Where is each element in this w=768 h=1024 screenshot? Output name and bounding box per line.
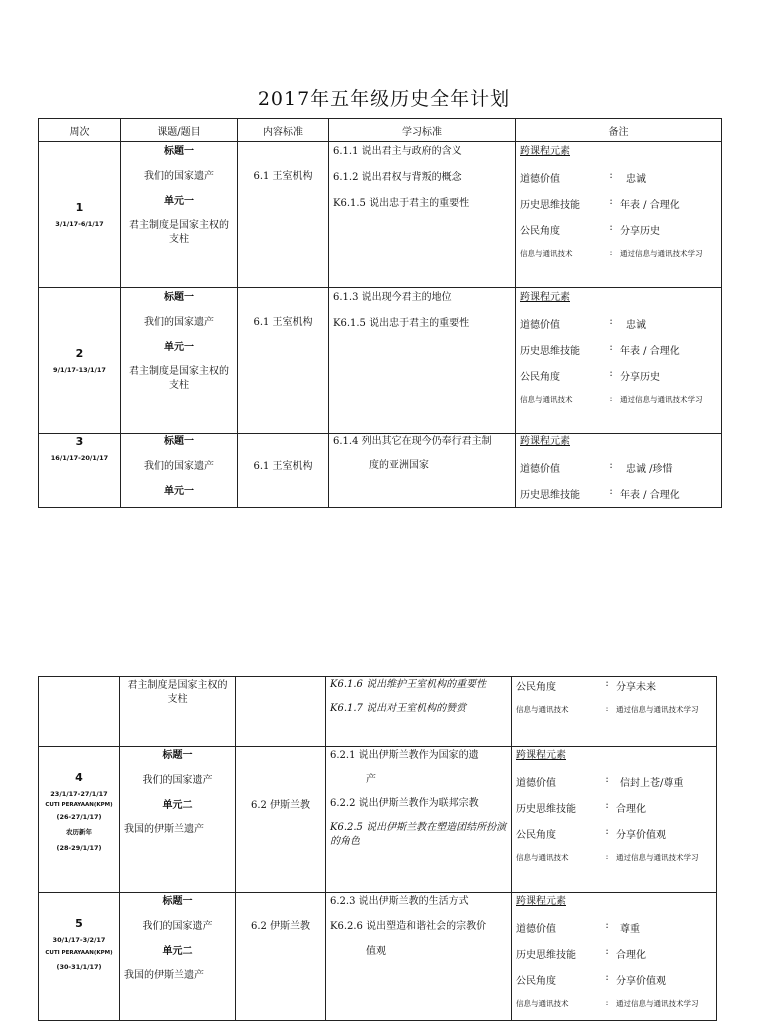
moral-row (520, 460, 718, 475)
colon: : (605, 946, 609, 957)
learn-cell (329, 434, 516, 508)
colon: : (609, 170, 613, 181)
topic-title: 君主制度是国家主权的支柱 (127, 680, 228, 705)
ict-value: 通过信息与通讯技术学习 (620, 395, 703, 404)
week-dates: 23/1/17-27/1/17 (50, 790, 108, 798)
content-standard: 6.1 王室机构 (253, 171, 313, 182)
learn-item: 6.2.3 说出伊斯兰教的生活方式 (330, 896, 469, 907)
moral-value: 尊重 (620, 924, 640, 935)
colon: : (609, 316, 613, 327)
holiday-dates: (30-31/1/17) (56, 963, 102, 971)
moral-label: 道德价值 (520, 174, 560, 185)
topic-cell (120, 893, 236, 1021)
holiday-dates: (28-29/1/17) (56, 844, 102, 852)
topic-title: 我国的伊斯兰遗产 (124, 970, 204, 981)
note-cell (512, 677, 717, 747)
colon: : (609, 486, 613, 497)
ict-value: 通过信息与通讯技术学习 (620, 249, 703, 258)
table-row (39, 747, 717, 893)
moral-value: 忠诚 /珍惜 (626, 464, 673, 475)
ict-value: 通过信息与通讯技术学习 (616, 853, 699, 862)
topic-heading: 标题一 (164, 146, 194, 157)
topic-heading: 标题一 (164, 292, 194, 303)
plan-table-2 (38, 676, 717, 1021)
ict-label: 信息与通讯技术 (520, 395, 573, 404)
learn-item: 6.2.2 说出伊斯兰教作为联邦宗教 (330, 798, 479, 809)
colon: : (609, 248, 613, 257)
civic-value: 分享未来 (616, 682, 656, 693)
cross-curriculum-label: 跨课程元素 (516, 896, 566, 907)
ict-row (516, 704, 713, 715)
learn-item: 6.2.1 说出伊斯兰教作为国家的遗 (330, 750, 479, 761)
header-topic: 课题/题目 (121, 119, 238, 142)
ict-row (516, 998, 713, 1009)
cross-curriculum-label: 跨课程元素 (520, 436, 570, 447)
note-cell (516, 142, 722, 288)
topic-heading: 标题一 (164, 436, 194, 447)
cross-curriculum-label: 跨课程元素 (520, 292, 570, 303)
civic-value: 分享历史 (620, 372, 660, 383)
civic-row (516, 972, 713, 987)
moral-value: 忠诚 (626, 320, 646, 331)
content-cell (238, 142, 329, 288)
week-number: 5 (75, 917, 83, 930)
thinking-label: 历史思维技能 (520, 200, 580, 211)
week-cell (39, 893, 120, 1021)
learn-item: 6.1.1 说出君主与政府的含义 (333, 146, 462, 157)
topic-heading: 标题一 (162, 896, 193, 907)
ict-label: 信息与通讯技术 (516, 705, 569, 714)
learn-item: K6.1.5 说出忠于君主的重要性 (333, 318, 470, 329)
thinking-label: 历史思维技能 (520, 346, 580, 357)
table-row (39, 434, 722, 508)
ict-value: 通过信息与通讯技术学习 (616, 705, 699, 714)
content-cell (236, 747, 326, 893)
learn-cell (326, 747, 512, 893)
colon: : (609, 196, 613, 207)
content-standard: 6.1 王室机构 (253, 461, 313, 472)
colon: : (605, 852, 609, 861)
note-cell (512, 893, 717, 1021)
topic-theme: 我们的国家遗产 (144, 317, 214, 328)
thinking-value: 合理化 (616, 804, 646, 815)
topic-title: 我国的伊斯兰遗产 (124, 824, 204, 835)
header-content: 内容标准 (238, 119, 329, 142)
week-number: 3 (75, 435, 84, 448)
topic-theme: 我们的国家遗产 (144, 171, 214, 182)
topic-unit: 单元一 (164, 342, 194, 353)
topic-heading: 标题一 (162, 750, 193, 761)
colon: : (605, 800, 609, 811)
civic-label: 公民角度 (516, 830, 556, 841)
colon: : (605, 704, 609, 713)
topic-unit: 单元一 (164, 486, 194, 497)
holiday-label: CUTI PERAYAAN(KPM) (45, 950, 113, 956)
colon: : (609, 460, 613, 471)
learn-item: 产 (366, 774, 376, 785)
civic-value: 分享价值观 (616, 830, 666, 841)
colon: : (605, 920, 609, 931)
ict-label: 信息与通讯技术 (520, 249, 573, 258)
learn-item: K6.1.5 说出忠于君主的重要性 (333, 198, 470, 209)
content-standard: 6.2 伊斯兰教 (250, 800, 311, 811)
content-standard: 6.2 伊斯兰教 (250, 921, 311, 932)
week-number: 2 (75, 347, 84, 360)
moral-row (520, 316, 718, 331)
thinking-row (516, 800, 713, 815)
moral-label: 道德价值 (516, 778, 556, 789)
thinking-row (516, 946, 713, 961)
week-number: 1 (75, 201, 84, 214)
thinking-label: 历史思维技能 (520, 490, 580, 501)
topic-title: 君主制度是国家主权的支柱 (129, 220, 229, 245)
topic-cell (120, 747, 236, 893)
ict-label: 信息与通讯技术 (516, 999, 569, 1008)
learn-item: K6.2.6 说出塑造和谐社会的宗教价 (330, 921, 487, 932)
moral-value: 忠诚 (626, 174, 646, 185)
holiday-label: CUTI PERAYAAN(KPM) (45, 802, 113, 808)
moral-label: 道德价值 (520, 464, 560, 475)
learn-cell (326, 677, 512, 747)
header-row (39, 119, 722, 142)
thinking-value: 年表 / 合理化 (620, 490, 680, 501)
civic-value: 分享价值观 (616, 976, 666, 987)
week-cell (39, 288, 121, 434)
civic-row (516, 826, 713, 841)
week-number: 4 (75, 771, 83, 784)
colon: : (609, 394, 613, 403)
table-row (39, 893, 717, 1021)
week-dates: 16/1/17-20/1/17 (50, 454, 109, 462)
learn-item: K6.1.6 说出维护王室机构的重要性 (330, 679, 487, 690)
holiday-label: 农历新年 (66, 828, 92, 836)
table-row (39, 142, 722, 288)
thinking-value: 合理化 (616, 950, 646, 961)
colon: : (605, 972, 609, 983)
learn-cell (326, 893, 512, 1021)
week-cell (39, 142, 121, 288)
moral-row (520, 170, 718, 185)
civic-label: 公民角度 (520, 226, 560, 237)
thinking-row (520, 196, 718, 211)
content-cell (238, 434, 329, 508)
content-cell (238, 288, 329, 434)
civic-label: 公民角度 (520, 372, 560, 383)
header-note: 备注 (516, 119, 722, 142)
table-row (39, 288, 722, 434)
colon: : (605, 774, 609, 785)
colon: : (605, 826, 609, 837)
moral-label: 道德价值 (516, 924, 556, 935)
learn-item: 值观 (366, 946, 386, 957)
learn-item: K6.1.7 说出对王室机构的赞赏 (330, 703, 467, 714)
civic-row (520, 222, 718, 237)
thinking-label: 历史思维技能 (516, 950, 576, 961)
civic-value: 分享历史 (620, 226, 660, 237)
note-cell (512, 747, 717, 893)
content-cell (236, 893, 326, 1021)
learn-cell (329, 142, 516, 288)
civic-label: 公民角度 (516, 682, 556, 693)
thinking-row (520, 486, 718, 501)
ict-row (520, 248, 718, 259)
ict-row (516, 852, 713, 863)
ict-label: 信息与通讯技术 (516, 853, 569, 862)
holiday-dates: (26-27/1/17) (56, 813, 102, 821)
topic-theme: 我们的国家遗产 (144, 461, 214, 472)
week-cell (39, 434, 121, 508)
cross-curriculum-label: 跨课程元素 (516, 750, 566, 761)
topic-theme: 我们的国家遗产 (142, 775, 213, 786)
moral-row (516, 920, 713, 935)
civic-label: 公民角度 (516, 976, 556, 987)
colon: : (609, 222, 613, 233)
topic-cell (121, 288, 238, 434)
topic-title: 君主制度是国家主权的支柱 (129, 366, 229, 391)
content-standard: 6.1 王室机构 (253, 317, 313, 328)
learn-item: 6.1.2 说出君权与背叛的概念 (333, 172, 462, 183)
learn-item: 6.1.4 列出其它在现今仍奉行君主制 (333, 436, 492, 447)
learn-item: 度的亚洲国家 (369, 460, 429, 471)
ict-row (520, 394, 718, 405)
colon: : (609, 368, 613, 379)
thinking-value: 年表 / 合理化 (620, 200, 680, 211)
topic-unit: 单元二 (162, 800, 193, 811)
note-cell (516, 288, 722, 434)
topic-unit: 单元一 (164, 196, 194, 207)
thinking-row (520, 342, 718, 357)
thinking-label: 历史思维技能 (516, 804, 576, 815)
moral-row (516, 774, 713, 789)
colon: : (605, 998, 609, 1007)
header-week: 周次 (39, 119, 121, 142)
cross-curriculum-label: 跨课程元素 (520, 146, 570, 157)
moral-value: 信封上苍/尊重 (620, 778, 684, 789)
week-cell (39, 747, 120, 893)
topic-cell (121, 434, 238, 508)
colon: : (605, 678, 609, 689)
learn-item: K6.2.5 说出伊斯兰教在塑造团结所扮演的角色 (330, 822, 507, 847)
topic-theme: 我们的国家遗产 (142, 921, 213, 932)
topic-cell (120, 677, 236, 747)
table-row (39, 677, 717, 747)
week-dates: 9/1/17-13/1/17 (53, 366, 106, 374)
learn-item: 6.1.3 说出现今君主的地位 (333, 292, 452, 303)
ict-value: 通过信息与通讯技术学习 (616, 999, 699, 1008)
week-cell (39, 677, 120, 747)
learn-cell (329, 288, 516, 434)
header-learn: 学习标准 (329, 119, 516, 142)
thinking-value: 年表 / 合理化 (620, 346, 680, 357)
topic-unit: 单元二 (162, 946, 193, 957)
plan-table-1 (38, 118, 722, 508)
page-title: 2017年五年级历史全年计划 (257, 88, 511, 110)
moral-label: 道德价值 (520, 320, 560, 331)
week-dates: 30/1/17-3/2/17 (52, 936, 106, 944)
civic-row (516, 678, 713, 693)
content-cell (236, 677, 326, 747)
civic-row (520, 368, 718, 383)
topic-cell (121, 142, 238, 288)
week-dates: 3/1/17-6/1/17 (55, 220, 104, 228)
note-cell (516, 434, 722, 508)
colon: : (609, 342, 613, 353)
